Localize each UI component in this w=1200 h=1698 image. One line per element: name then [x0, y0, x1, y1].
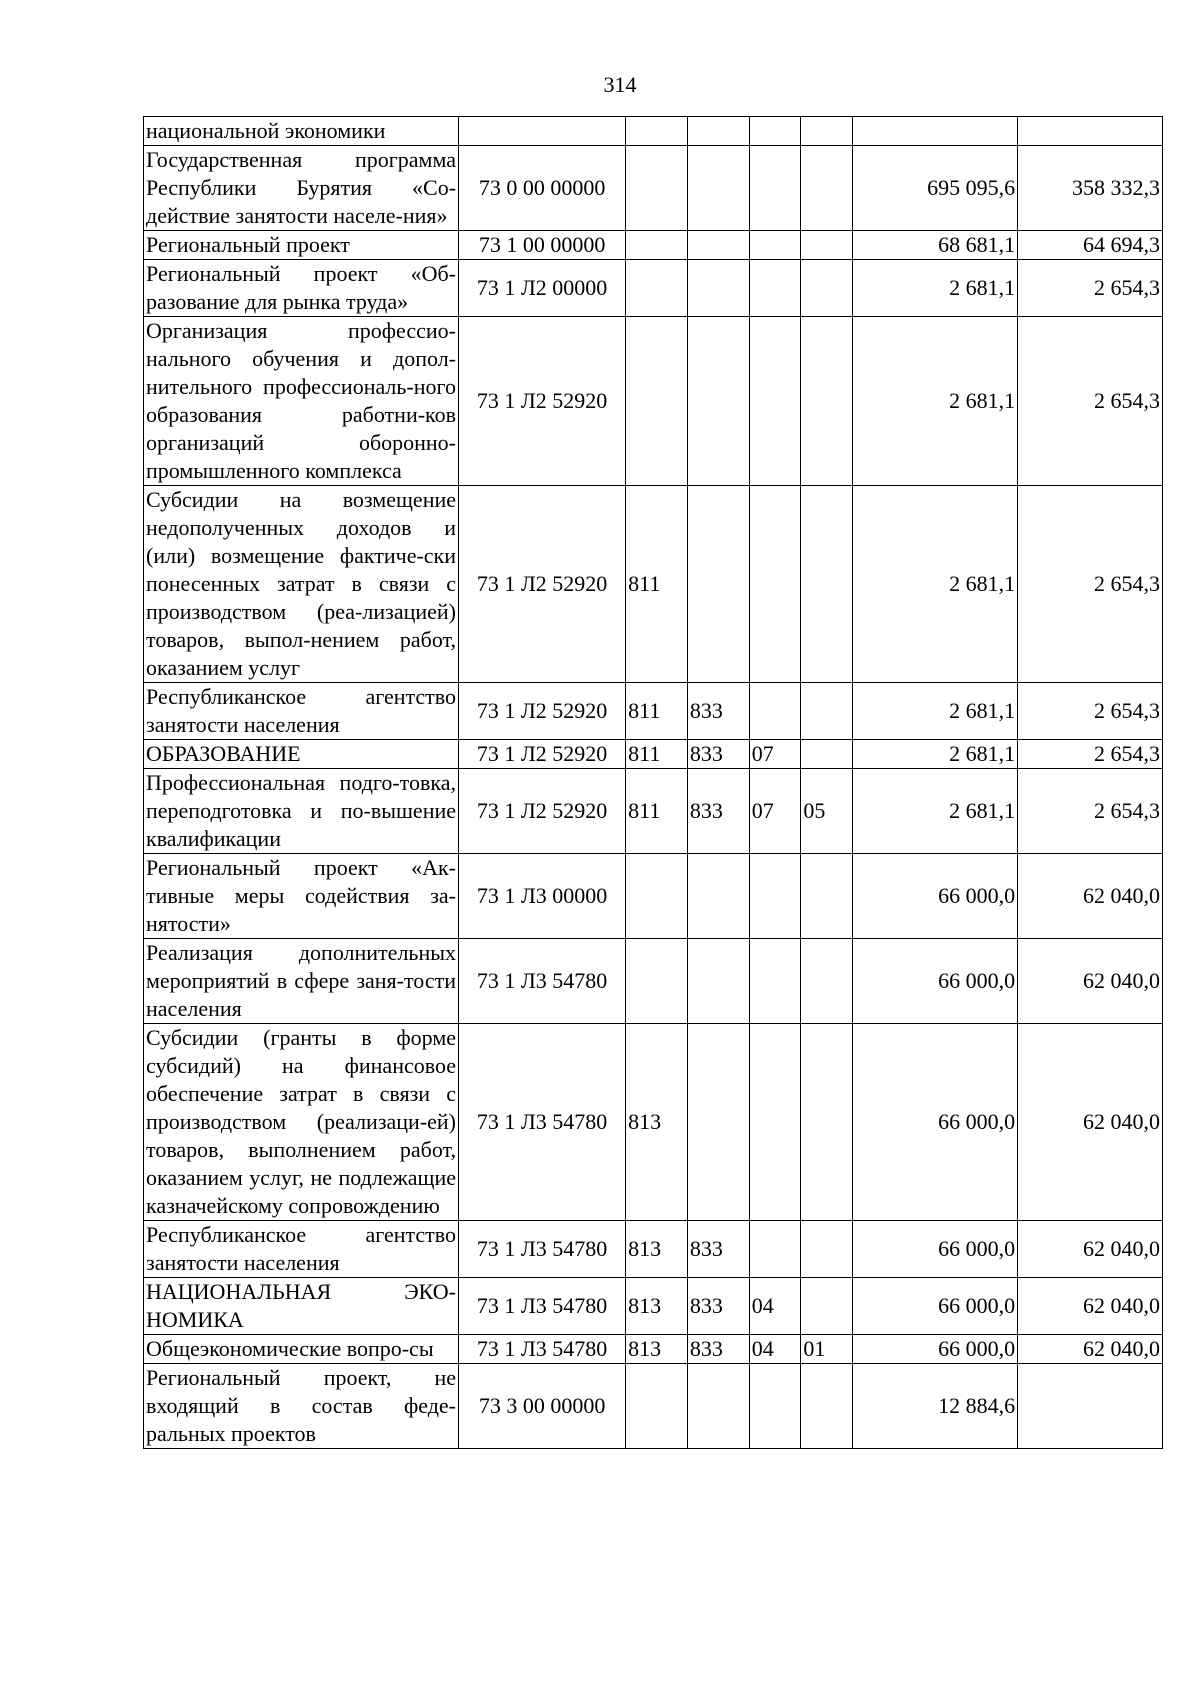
budget-table-body: [144, 117, 1163, 1449]
row-name-cell: Республиканское агентство занятости населения: [144, 1221, 459, 1278]
table-row: [144, 683, 1163, 740]
expense-type-cell: 813: [626, 1278, 688, 1335]
amount-1-cell: 66 000,0: [853, 939, 1018, 1024]
department-cell: [687, 1024, 749, 1221]
amount-2-cell: 2 654,3: [1018, 683, 1163, 740]
amount-1-cell: 2 681,1: [853, 683, 1018, 740]
department-cell: [687, 939, 749, 1024]
expense-type-cell: 813: [626, 1335, 688, 1364]
row-name-cell: Профессиональная подго-товка, переподготовка и по-вышение квалификации: [144, 769, 459, 854]
expense-type-cell: 811: [626, 769, 688, 854]
amount-2-cell: 62 040,0: [1018, 854, 1163, 939]
target-code-cell: 73 1 Л2 00000: [459, 260, 626, 317]
amount-2-cell: [1018, 1364, 1163, 1449]
amount-2-cell: 62 040,0: [1018, 1335, 1163, 1364]
row-name-cell: Общеэкономические вопро-сы: [144, 1335, 459, 1364]
department-cell: [687, 231, 749, 260]
department-cell: 833: [687, 740, 749, 769]
table-row: [144, 1024, 1163, 1221]
target-code-cell: 73 1 Л3 00000: [459, 854, 626, 939]
amount-1-cell: 2 681,1: [853, 769, 1018, 854]
row-name-cell: Региональный проект «Об-разование для рынка труда»: [144, 260, 459, 317]
department-cell: 833: [687, 1221, 749, 1278]
subsection-cell: [801, 317, 853, 486]
target-code-cell: 73 1 Л3 54780: [459, 1278, 626, 1335]
amount-2-cell: 2 654,3: [1018, 317, 1163, 486]
target-code-cell: [459, 117, 626, 146]
table-row: [144, 854, 1163, 939]
amount-2-cell: [1018, 117, 1163, 146]
subsection-cell: [801, 1024, 853, 1221]
expense-type-cell: [626, 854, 688, 939]
row-name-cell: Региональный проект: [144, 231, 459, 260]
subsection-cell: [801, 1278, 853, 1335]
expense-type-cell: [626, 939, 688, 1024]
amount-1-cell: 66 000,0: [853, 1221, 1018, 1278]
amount-2-cell: 358 332,3: [1018, 146, 1163, 231]
amount-2-cell: 64 694,3: [1018, 231, 1163, 260]
section-cell: [749, 1024, 801, 1221]
section-cell: [749, 260, 801, 317]
department-cell: 833: [687, 769, 749, 854]
row-name-cell: Региональный проект, не входящий в состав феде-ральных проектов: [144, 1364, 459, 1449]
target-code-cell: 73 1 Л2 52920: [459, 769, 626, 854]
table-row: [144, 146, 1163, 231]
row-name-cell: Субсидии на возмещение недополученных доходов и (или) возмещение фактиче-ски понесенных затрат в связи с производством (реа-лизацией) товаров, выпол-нением работ, оказанием услуг: [144, 486, 459, 683]
amount-2-cell: 62 040,0: [1018, 1221, 1163, 1278]
table-row: [144, 486, 1163, 683]
department-cell: [687, 146, 749, 231]
subsection-cell: [801, 854, 853, 939]
row-name-cell: Реализация дополнительных мероприятий в сфере заня-тости населения: [144, 939, 459, 1024]
department-cell: 833: [687, 1335, 749, 1364]
subsection-cell: [801, 1364, 853, 1449]
amount-1-cell: 2 681,1: [853, 260, 1018, 317]
expense-type-cell: 813: [626, 1024, 688, 1221]
department-cell: 833: [687, 1278, 749, 1335]
target-code-cell: 73 1 Л3 54780: [459, 1221, 626, 1278]
target-code-cell: 73 1 Л3 54780: [459, 1335, 626, 1364]
subsection-cell: [801, 117, 853, 146]
expense-type-cell: 811: [626, 683, 688, 740]
expense-type-cell: 811: [626, 486, 688, 683]
table-row: [144, 939, 1163, 1024]
subsection-cell: [801, 486, 853, 683]
amount-1-cell: 2 681,1: [853, 486, 1018, 683]
department-cell: [687, 260, 749, 317]
section-cell: [749, 231, 801, 260]
subsection-cell: [801, 146, 853, 231]
department-cell: 833: [687, 683, 749, 740]
table-row: [144, 1335, 1163, 1364]
amount-1-cell: 68 681,1: [853, 231, 1018, 260]
row-name-cell: Организация профессио-нального обучения и допол-нительного профессиональ-ного образования работни-ков организаций оборонно-промышленного комплекса: [144, 317, 459, 486]
amount-1-cell: 66 000,0: [853, 1278, 1018, 1335]
table-row: [144, 317, 1163, 486]
section-cell: 04: [749, 1335, 801, 1364]
section-cell: [749, 486, 801, 683]
subsection-cell: [801, 740, 853, 769]
page-number: 314: [603, 72, 637, 97]
expense-type-cell: [626, 117, 688, 146]
department-cell: [687, 317, 749, 486]
amount-1-cell: 12 884,6: [853, 1364, 1018, 1449]
department-cell: [687, 1364, 749, 1449]
table-row: [144, 260, 1163, 317]
subsection-cell: [801, 1221, 853, 1278]
subsection-cell: 05: [801, 769, 853, 854]
target-code-cell: 73 1 Л2 52920: [459, 683, 626, 740]
section-cell: 07: [749, 769, 801, 854]
section-cell: [749, 683, 801, 740]
expense-type-cell: 813: [626, 1221, 688, 1278]
section-cell: [749, 146, 801, 231]
amount-1-cell: [853, 117, 1018, 146]
row-name-cell: Субсидии (гранты в форме субсидий) на финансовое обеспечение затрат в связи с производством (реализаци-ей) товаров, выполнением работ, оказанием услуг, не подлежащие казначейскому сопровождению: [144, 1024, 459, 1221]
table-row: [144, 1278, 1163, 1335]
section-cell: [749, 939, 801, 1024]
row-name-cell: Государственная программа Республики Бурятия «Со-действие занятости населе-ния»: [144, 146, 459, 231]
expense-type-cell: [626, 260, 688, 317]
table-row: [144, 769, 1163, 854]
target-code-cell: 73 0 00 00000: [459, 146, 626, 231]
amount-1-cell: 2 681,1: [853, 317, 1018, 486]
amount-1-cell: 66 000,0: [853, 1024, 1018, 1221]
expense-type-cell: 811: [626, 740, 688, 769]
subsection-cell: 01: [801, 1335, 853, 1364]
department-cell: [687, 486, 749, 683]
table-row: [144, 231, 1163, 260]
amount-2-cell: 2 654,3: [1018, 486, 1163, 683]
department-cell: [687, 117, 749, 146]
department-cell: [687, 854, 749, 939]
section-cell: [749, 854, 801, 939]
table-row: [144, 740, 1163, 769]
expense-type-cell: [626, 317, 688, 486]
section-cell: 04: [749, 1278, 801, 1335]
amount-2-cell: 62 040,0: [1018, 1278, 1163, 1335]
amount-2-cell: 2 654,3: [1018, 740, 1163, 769]
target-code-cell: 73 1 Л3 54780: [459, 939, 626, 1024]
table-row: [144, 1364, 1163, 1449]
amount-1-cell: 66 000,0: [853, 1335, 1018, 1364]
row-name-cell: национальной экономики: [144, 117, 459, 146]
amount-2-cell: 62 040,0: [1018, 939, 1163, 1024]
section-cell: [749, 117, 801, 146]
amount-2-cell: 2 654,3: [1018, 769, 1163, 854]
target-code-cell: 73 3 00 00000: [459, 1364, 626, 1449]
row-name-cell: Республиканское агентство занятости населения: [144, 683, 459, 740]
row-name-cell: ОБРАЗОВАНИЕ: [144, 740, 459, 769]
amount-2-cell: 62 040,0: [1018, 1024, 1163, 1221]
target-code-cell: 73 1 Л3 54780: [459, 1024, 626, 1221]
section-cell: [749, 317, 801, 486]
section-cell: [749, 1221, 801, 1278]
amount-1-cell: 695 095,6: [853, 146, 1018, 231]
amount-2-cell: 2 654,3: [1018, 260, 1163, 317]
table-row: [144, 117, 1163, 146]
section-cell: 07: [749, 740, 801, 769]
section-cell: [749, 1364, 801, 1449]
row-name-cell: НАЦИОНАЛЬНАЯ ЭКО-НОМИКА: [144, 1278, 459, 1335]
row-name-cell: Региональный проект «Ак-тивные меры содействия за-нятости»: [144, 854, 459, 939]
subsection-cell: [801, 683, 853, 740]
subsection-cell: [801, 939, 853, 1024]
expense-type-cell: [626, 231, 688, 260]
subsection-cell: [801, 260, 853, 317]
target-code-cell: 73 1 Л2 52920: [459, 740, 626, 769]
expense-type-cell: [626, 1364, 688, 1449]
target-code-cell: 73 1 Л2 52920: [459, 317, 626, 486]
expense-type-cell: [626, 146, 688, 231]
target-code-cell: 73 1 00 00000: [459, 231, 626, 260]
target-code-cell: 73 1 Л2 52920: [459, 486, 626, 683]
amount-1-cell: 2 681,1: [853, 740, 1018, 769]
table-row: [144, 1221, 1163, 1278]
amount-1-cell: 66 000,0: [853, 854, 1018, 939]
subsection-cell: [801, 231, 853, 260]
budget-table: [143, 116, 1163, 1449]
